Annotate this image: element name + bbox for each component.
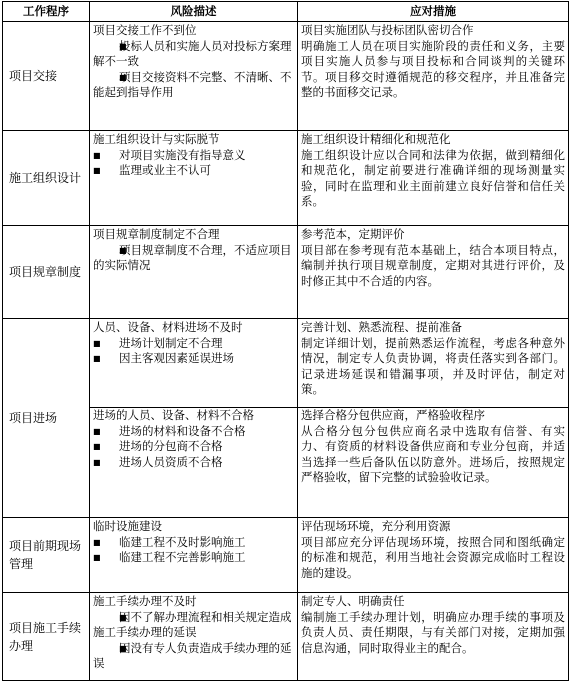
measure-group — [301, 594, 565, 657]
measure-body: 项目部在参考现有范本基础上，结合本项目特点，编制并执行项目规章制度，定期对其进行评价，及时修正其中不合适的内容。 — [301, 242, 565, 288]
measure-title: 选择合格分包供应商，严格验收程序 — [301, 408, 485, 422]
phase-cell: 项目施工手续办理 — [3, 593, 90, 681]
risk-item: ■ 监理或业主不认可 — [93, 163, 294, 179]
risk-list — [93, 424, 294, 471]
risk-list — [93, 336, 294, 367]
phase-cell: 项目前期现场管理 — [3, 518, 90, 593]
risk-title: 施工组织设计与实际脱节 — [93, 132, 220, 146]
phase-cell: 项目进场 — [3, 319, 90, 518]
measure-title: 施工组织设计精细化和规范化 — [301, 132, 451, 146]
risk-group — [93, 132, 294, 180]
phase-cell: 项目交接 — [3, 22, 90, 131]
header-countermeasures: 应对措施 — [298, 2, 569, 22]
measure-cell — [298, 593, 569, 681]
measure-group — [301, 519, 565, 582]
risk-list — [93, 148, 294, 179]
measure-group — [301, 320, 565, 407]
table-header-row — [3, 2, 569, 22]
risk-item: ■ 进场的材料和设备不合格 — [93, 424, 294, 440]
table-row — [3, 593, 569, 681]
risk-title: 人员、设备、材料进场不及时 — [93, 320, 243, 334]
risk-title: 临时设施建设 — [93, 519, 162, 533]
risk-cell — [90, 226, 298, 319]
risk-item: ■ 进场计划制定不合理 — [93, 336, 294, 352]
risk-item: ■ 因没有专人负责造成手续办理的延误 — [93, 641, 294, 672]
risk-item: ■ 项目规章制度不合理，不适应项目的实际情况 — [93, 243, 294, 274]
phase-cell: 施工组织设计 — [3, 131, 90, 226]
measure-title: 项目实施团队与投标团队密切合作 — [301, 23, 474, 37]
measure-body: 从合格分包分包供应商名录中选取有信誉、有实力、有资质的材料设备供应商和专业分包商，并适当选择一些后备队伍以防意外。进场后，按照规定严格验收，留下完整的试验验收记录。 — [301, 423, 565, 484]
risk-list — [93, 610, 294, 672]
risk-list — [93, 39, 294, 101]
measure-cell — [298, 518, 569, 593]
measure-title: 制定专人、明确责任 — [301, 594, 405, 608]
measure-body: 施工组织设计应以合同和法律为依据，做到精细化和规范化，制定前要进行准确详细的现场测量实验，同时在监理和业主面前建立良好信誉和信任关系。 — [301, 147, 565, 208]
risk-group — [93, 227, 294, 275]
risk-item: ■ 投标人员和实施人员对投标方案理解不一致 — [93, 39, 294, 70]
risk-item: ■ 对项目实施没有指导意义 — [93, 148, 294, 164]
risk-title: 项目规章制度制定不合理 — [93, 227, 220, 241]
risk-item: ■ 临建工程不完善影响施工 — [93, 550, 294, 566]
risk-group — [93, 519, 294, 567]
risk-cell — [90, 319, 298, 518]
measure-title: 评估现场环境，充分利用资源 — [301, 519, 451, 533]
table-row — [3, 22, 569, 131]
risk-cell — [90, 22, 298, 131]
measure-body: 制定详细计划，提前熟悉运作流程，考虑各种意外情况，制定专人负责协调，将责任落实到各部门。记录进场延误和错漏事项，并及时评估，制定对策。 — [301, 335, 565, 396]
measure-cell — [298, 131, 569, 226]
measure-title: 参考范本，定期评价 — [301, 227, 405, 241]
measure-cell — [298, 319, 569, 518]
header-work-procedure: 工作程序 — [3, 2, 90, 22]
risk-item: ■ 因主客观因素延误进场 — [93, 351, 294, 367]
risk-cell — [90, 518, 298, 593]
measure-cell — [298, 226, 569, 319]
measure-cell — [298, 22, 569, 131]
risk-table-container — [2, 1, 568, 678]
header-risk-description: 风险描述 — [90, 2, 298, 22]
measure-body: 明确施工人员在项目实施阶段的责任和义务，主要项目实施人员参与项目投标和合同谈判的关键环节。项目移交时遵循规范的移交程序，并且准备完整的书面移交记录。 — [301, 38, 565, 99]
risk-list — [93, 535, 294, 566]
table-row — [3, 319, 569, 518]
measure-body: 项目部应充分评估现场环境，按照合同和图纸确定的标准和规范，利用当地社会资源完成临时工程设施的建设。 — [301, 534, 565, 580]
risk-item: ■ 临建工程不及时影响施工 — [93, 535, 294, 551]
risk-group — [90, 407, 297, 471]
measure-title: 完善计划、熟悉流程、提前准备 — [301, 320, 462, 334]
risk-item: ■ 因不了解办理流程和相关规定造成施工手续办理的延误 — [93, 610, 294, 641]
risk-group — [93, 23, 294, 102]
risk-title: 施工手续办理不及时 — [93, 594, 197, 608]
risk-title: 项目交接工作不到位 — [93, 23, 197, 37]
risk-table — [2, 1, 569, 681]
risk-list — [93, 243, 294, 274]
table-row — [3, 226, 569, 319]
measure-group — [298, 407, 568, 487]
table-row — [3, 518, 569, 593]
risk-item: ■ 进场的分包商不合格 — [93, 439, 294, 455]
phase-cell: 项目规章制度 — [3, 226, 90, 319]
risk-group — [93, 594, 294, 673]
risk-item: ■ 进场人员资质不合格 — [93, 455, 294, 471]
measure-group — [301, 23, 565, 102]
risk-cell — [90, 131, 298, 226]
risk-title: 进场的人员、设备、材料不合格 — [93, 408, 254, 422]
measure-group — [301, 132, 565, 211]
measure-body: 编制施工手续办理计划，明确应办理手续的事项及负责人员、责任期限，与有关部门对接，定期加强信息沟通，同时取得业主的配合。 — [301, 609, 565, 655]
risk-item: ■ 项目交接资料不完整、不清晰、不能起到指导作用 — [93, 70, 294, 101]
table-row — [3, 131, 569, 226]
measure-group — [301, 227, 565, 290]
risk-group — [93, 320, 294, 407]
risk-cell — [90, 593, 298, 681]
